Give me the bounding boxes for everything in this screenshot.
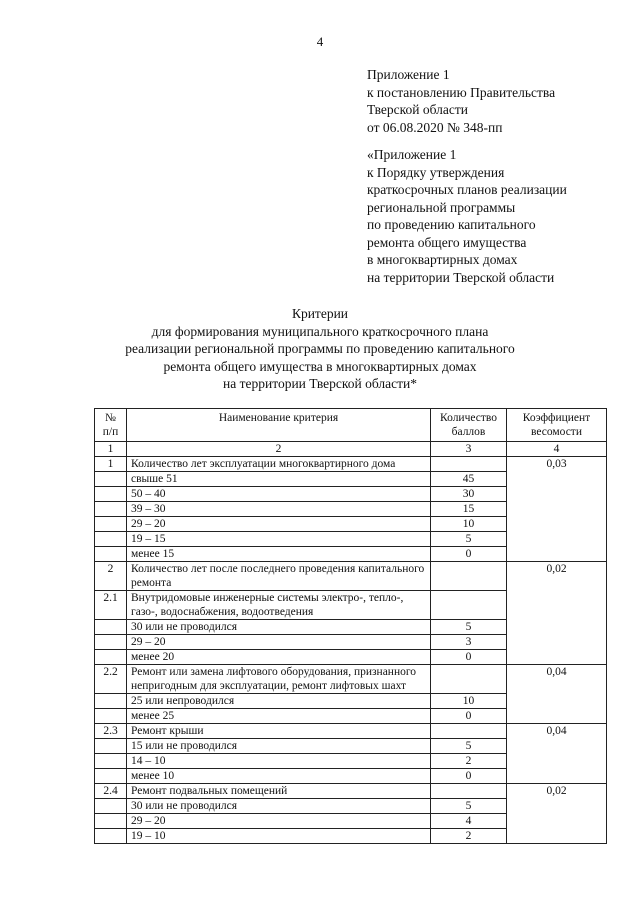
colnum-2: 2 bbox=[127, 442, 431, 457]
criterion-name: 19 – 10 bbox=[127, 829, 431, 844]
appendix-quote-line: в многоквартирных домах bbox=[367, 252, 518, 267]
criterion-number: 2.1 bbox=[95, 591, 127, 620]
criterion-name: 19 – 15 bbox=[127, 532, 431, 547]
criterion-score: 0 bbox=[431, 709, 507, 724]
table-row bbox=[95, 784, 607, 799]
criterion-name: 39 – 30 bbox=[127, 502, 431, 517]
criterion-number: 1 bbox=[95, 457, 127, 472]
appendix-quote bbox=[367, 146, 567, 286]
appendix-line: от 06.08.2020 № 348-пп bbox=[367, 119, 503, 135]
header-score: Количество баллов bbox=[431, 409, 507, 442]
table-column-numbers-row bbox=[95, 442, 607, 457]
document-title bbox=[0, 305, 640, 393]
criterion-number bbox=[95, 739, 127, 754]
title-line: реализации региональной программы по проведению капитального bbox=[125, 341, 515, 356]
criterion-number bbox=[95, 650, 127, 665]
criterion-name: менее 15 bbox=[127, 547, 431, 562]
page-number: 4 bbox=[316, 34, 324, 49]
title-line: для формирования муниципального краткосрочного плана bbox=[151, 323, 489, 339]
appendix-reference bbox=[367, 66, 555, 136]
criterion-name: Ремонт крыши bbox=[127, 724, 431, 739]
criterion-name: 25 или непроводился bbox=[127, 694, 431, 709]
criterion-number: 2.4 bbox=[95, 784, 127, 799]
criterion-number: 2.3 bbox=[95, 724, 127, 739]
appendix-quote-line: региональной программы bbox=[367, 199, 516, 215]
criterion-number bbox=[95, 620, 127, 635]
criterion-number bbox=[95, 829, 127, 844]
criterion-score: 2 bbox=[431, 754, 507, 769]
appendix-line: Тверской области bbox=[367, 102, 468, 117]
criterion-score: 5 bbox=[431, 799, 507, 814]
criterion-number bbox=[95, 709, 127, 724]
criterion-number bbox=[95, 502, 127, 517]
criterion-number bbox=[95, 814, 127, 829]
criterion-name: 29 – 20 bbox=[127, 814, 431, 829]
criterion-score: 5 bbox=[431, 620, 507, 635]
criterion-coefficient: 0,02 bbox=[507, 784, 607, 844]
criterion-score: 15 bbox=[431, 502, 507, 517]
criterion-number bbox=[95, 532, 127, 547]
colnum-1: 1 bbox=[95, 442, 127, 457]
criterion-name: Количество лет эксплуатации многоквартирного дома bbox=[127, 457, 431, 472]
criterion-number bbox=[95, 799, 127, 814]
title-line: на территории Тверской области* bbox=[223, 376, 417, 391]
appendix-quote-line: на территории Тверской области bbox=[367, 269, 555, 285]
criterion-name: свыше 51 bbox=[127, 472, 431, 487]
colnum-4: 4 bbox=[507, 442, 607, 457]
criterion-coefficient: 0,04 bbox=[507, 724, 607, 784]
table-row bbox=[95, 665, 607, 694]
criterion-score: 4 bbox=[431, 814, 507, 829]
criterion-number bbox=[95, 472, 127, 487]
criterion-name: Ремонт или замена лифтового оборудования, признанного непригодным для эксплуатации, ремонт лифтовых шахт bbox=[127, 665, 431, 694]
criterion-score: 10 bbox=[431, 694, 507, 709]
header-num: № п/п bbox=[95, 409, 127, 442]
criterion-score bbox=[431, 591, 507, 620]
table-row bbox=[95, 457, 607, 472]
criterion-score bbox=[431, 665, 507, 694]
appendix-quote-line: «Приложение 1 bbox=[367, 147, 457, 162]
criterion-score bbox=[431, 457, 507, 472]
criterion-coefficient: 0,03 bbox=[507, 457, 607, 562]
criterion-name: Внутридомовые инженерные системы электро-, тепло-, газо-, водоснабжения, водоотведения bbox=[127, 591, 431, 620]
criterion-score: 5 bbox=[431, 739, 507, 754]
criterion-number bbox=[95, 547, 127, 562]
criterion-score: 0 bbox=[431, 650, 507, 665]
criterion-score: 3 bbox=[431, 635, 507, 650]
table-row bbox=[95, 724, 607, 739]
criterion-name: 30 или не проводился bbox=[127, 620, 431, 635]
criterion-name: менее 25 bbox=[127, 709, 431, 724]
appendix-quote-line: по проведению капитального bbox=[367, 217, 536, 232]
appendix-quote-line: ремонта общего имущества bbox=[367, 234, 527, 250]
criterion-score bbox=[431, 562, 507, 591]
criterion-number bbox=[95, 635, 127, 650]
criterion-number bbox=[95, 517, 127, 532]
criterion-name: 29 – 20 bbox=[127, 517, 431, 532]
criterion-name: Ремонт подвальных помещений bbox=[127, 784, 431, 799]
criterion-score: 5 bbox=[431, 532, 507, 547]
criterion-score: 45 bbox=[431, 472, 507, 487]
header-name: Наименование критерия bbox=[127, 409, 431, 442]
criterion-number bbox=[95, 487, 127, 502]
criterion-name: 14 – 10 bbox=[127, 754, 431, 769]
criterion-name: менее 20 bbox=[127, 650, 431, 665]
criterion-number bbox=[95, 694, 127, 709]
criterion-number: 2 bbox=[95, 562, 127, 591]
criterion-name: 29 – 20 bbox=[127, 635, 431, 650]
table-header-row bbox=[95, 409, 607, 442]
criterion-score: 2 bbox=[431, 829, 507, 844]
criterion-score: 30 bbox=[431, 487, 507, 502]
criterion-number bbox=[95, 769, 127, 784]
colnum-3: 3 bbox=[431, 442, 507, 457]
criterion-name: менее 10 bbox=[127, 769, 431, 784]
header-coef: Коэффициент весомости bbox=[507, 409, 607, 442]
criterion-name: 15 или не проводился bbox=[127, 739, 431, 754]
criterion-score bbox=[431, 724, 507, 739]
appendix-line: Приложение 1 bbox=[367, 67, 450, 82]
title-line: ремонта общего имущества в многоквартирных домах bbox=[163, 358, 477, 374]
criterion-name: 30 или не проводился bbox=[127, 799, 431, 814]
title-line: Критерии bbox=[291, 306, 349, 321]
table-row bbox=[95, 562, 607, 591]
criterion-name: Количество лет после последнего проведения капитального ремонта bbox=[127, 562, 431, 591]
criterion-coefficient: 0,04 bbox=[507, 665, 607, 724]
criterion-name: 50 – 40 bbox=[127, 487, 431, 502]
criterion-score: 10 bbox=[431, 517, 507, 532]
appendix-quote-line: краткосрочных планов реализации bbox=[367, 182, 567, 197]
criteria-table bbox=[94, 408, 607, 844]
criterion-score: 0 bbox=[431, 547, 507, 562]
criterion-score bbox=[431, 784, 507, 799]
criterion-number: 2.2 bbox=[95, 665, 127, 694]
criterion-coefficient: 0,02 bbox=[507, 562, 607, 665]
appendix-quote-line: к Порядку утверждения bbox=[367, 164, 505, 180]
criterion-score: 0 bbox=[431, 769, 507, 784]
appendix-line: к постановлению Правительства bbox=[367, 84, 556, 100]
criterion-number bbox=[95, 754, 127, 769]
